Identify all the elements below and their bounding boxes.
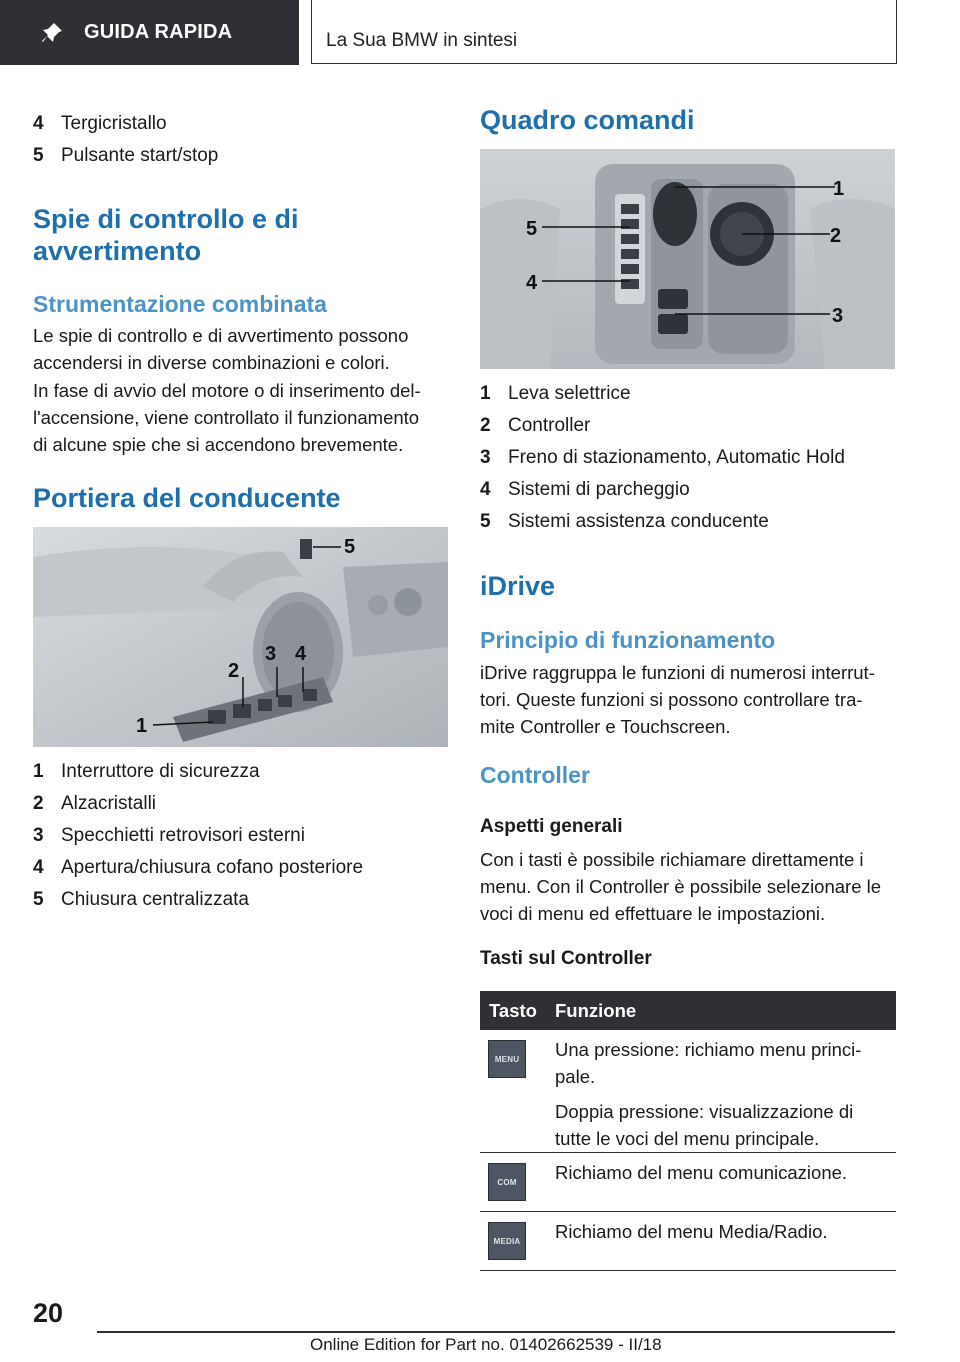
console-callout-5: 5 — [526, 218, 538, 240]
center-console-illustration — [480, 149, 895, 369]
row-text: Richiamo del menu Media/Radio. — [555, 1221, 828, 1242]
row-text: Doppia pressione: visualizzazione di tutte le voci del menu principale. — [555, 1101, 854, 1149]
column-header-tasto: Tasto — [489, 999, 537, 1021]
controller-buttons-table — [480, 991, 896, 1271]
section-tab-label: GUIDA RAPIDA — [84, 21, 233, 43]
table-row — [480, 1212, 896, 1271]
page-number: 20 — [33, 1298, 64, 1328]
pushpin-icon — [40, 21, 64, 45]
list-item: 4 Tergicristallo — [33, 113, 167, 134]
list-item: 3 Specchietti retrovisori esterni — [33, 825, 305, 846]
list-item: 3 Freno di stazionamento, Automatic Hold — [480, 447, 845, 468]
list-item: 2 Controller — [480, 415, 591, 436]
edition-footer: Online Edition for Part no. 01402662539 - II/18 — [310, 1335, 662, 1354]
door-callout-5: 5 — [344, 536, 356, 558]
console-components-list — [480, 378, 845, 538]
list-item: 4 Sistemi di parcheggio — [480, 479, 690, 500]
quadro-heading: Quadro comandi — [480, 105, 695, 135]
principio-heading: Principio di funzionamento — [480, 627, 776, 653]
door-callout-1: 1 — [136, 715, 148, 737]
column-header-funzione: Funzione — [555, 999, 637, 1021]
list-item: 4 Apertura/chiusura cofano posteriore — [33, 857, 364, 878]
principio-paragraph: iDrive raggruppa le funzioni di numerosi interrut- tori. Queste funzioni si possono controllare tra- mite Controller e Touchscreen. — [480, 662, 875, 737]
console-callout-3: 3 — [832, 305, 844, 327]
door-callout-2: 2 — [228, 660, 240, 682]
chapter-header — [311, 0, 897, 64]
list-item: 5 Chiusura centralizzata — [33, 889, 249, 910]
list-item: 5 Pulsante start/stop — [33, 145, 219, 166]
driver-door-illustration — [33, 527, 448, 747]
chapter-title: La Sua BMW in sintesi — [326, 30, 518, 51]
console-callout-2: 2 — [830, 225, 842, 247]
strumentazione-paragraph-1: Le spie di controllo e di avvertimento possono accendersi in diverse combinazioni e colori. — [33, 325, 409, 373]
list-item: 2 Alzacristalli — [33, 793, 157, 814]
list-item: 1 Interruttore di sicurezza — [33, 761, 260, 782]
door-callout-3: 3 — [265, 643, 277, 665]
media-button-icon: MEDIA — [488, 1222, 526, 1260]
row-text: Una pressione: richiamo menu princi- pale. — [555, 1039, 862, 1087]
door-callout-4: 4 — [295, 643, 307, 665]
menu-button-icon: MENU — [488, 1040, 526, 1078]
spie-heading: Spie di controllo e di avvertimento — [33, 204, 299, 266]
com-button-icon: COM — [488, 1163, 526, 1201]
tasti-heading: Tasti sul Controller — [480, 948, 652, 969]
table-header — [480, 991, 896, 1030]
list-item: 1 Leva selettrice — [480, 383, 631, 404]
footer-divider — [97, 1331, 895, 1333]
strumentazione-heading: Strumentazione combinata — [33, 291, 327, 317]
idrive-heading: iDrive — [480, 571, 556, 601]
aspetti-paragraph: Con i tasti è possibile richiamare direttamente i menu. Con il Controller è possibile selezionare le voci di menu ed effettuare le impostazioni. — [480, 849, 882, 924]
table-row — [480, 1030, 896, 1153]
door-components-list — [33, 756, 363, 916]
console-callout-4: 4 — [526, 272, 538, 294]
controller-heading: Controller — [480, 762, 590, 788]
top-numbered-list — [33, 108, 218, 172]
row-text: Richiamo del menu comunicazione. — [555, 1162, 848, 1183]
section-tab — [0, 0, 299, 65]
portiera-heading: Portiera del conducente — [33, 483, 341, 513]
aspetti-heading: Aspetti generali — [480, 816, 623, 837]
console-callout-1: 1 — [833, 178, 845, 200]
strumentazione-paragraph-2: In fase di avvio del motore o di inserimento del- l'accensione, viene controllato il funzionamento di alcune spie che si accendono brevemente. — [33, 380, 421, 455]
table-row — [480, 1153, 896, 1212]
list-item: 5 Sistemi assistenza conducente — [480, 511, 769, 532]
